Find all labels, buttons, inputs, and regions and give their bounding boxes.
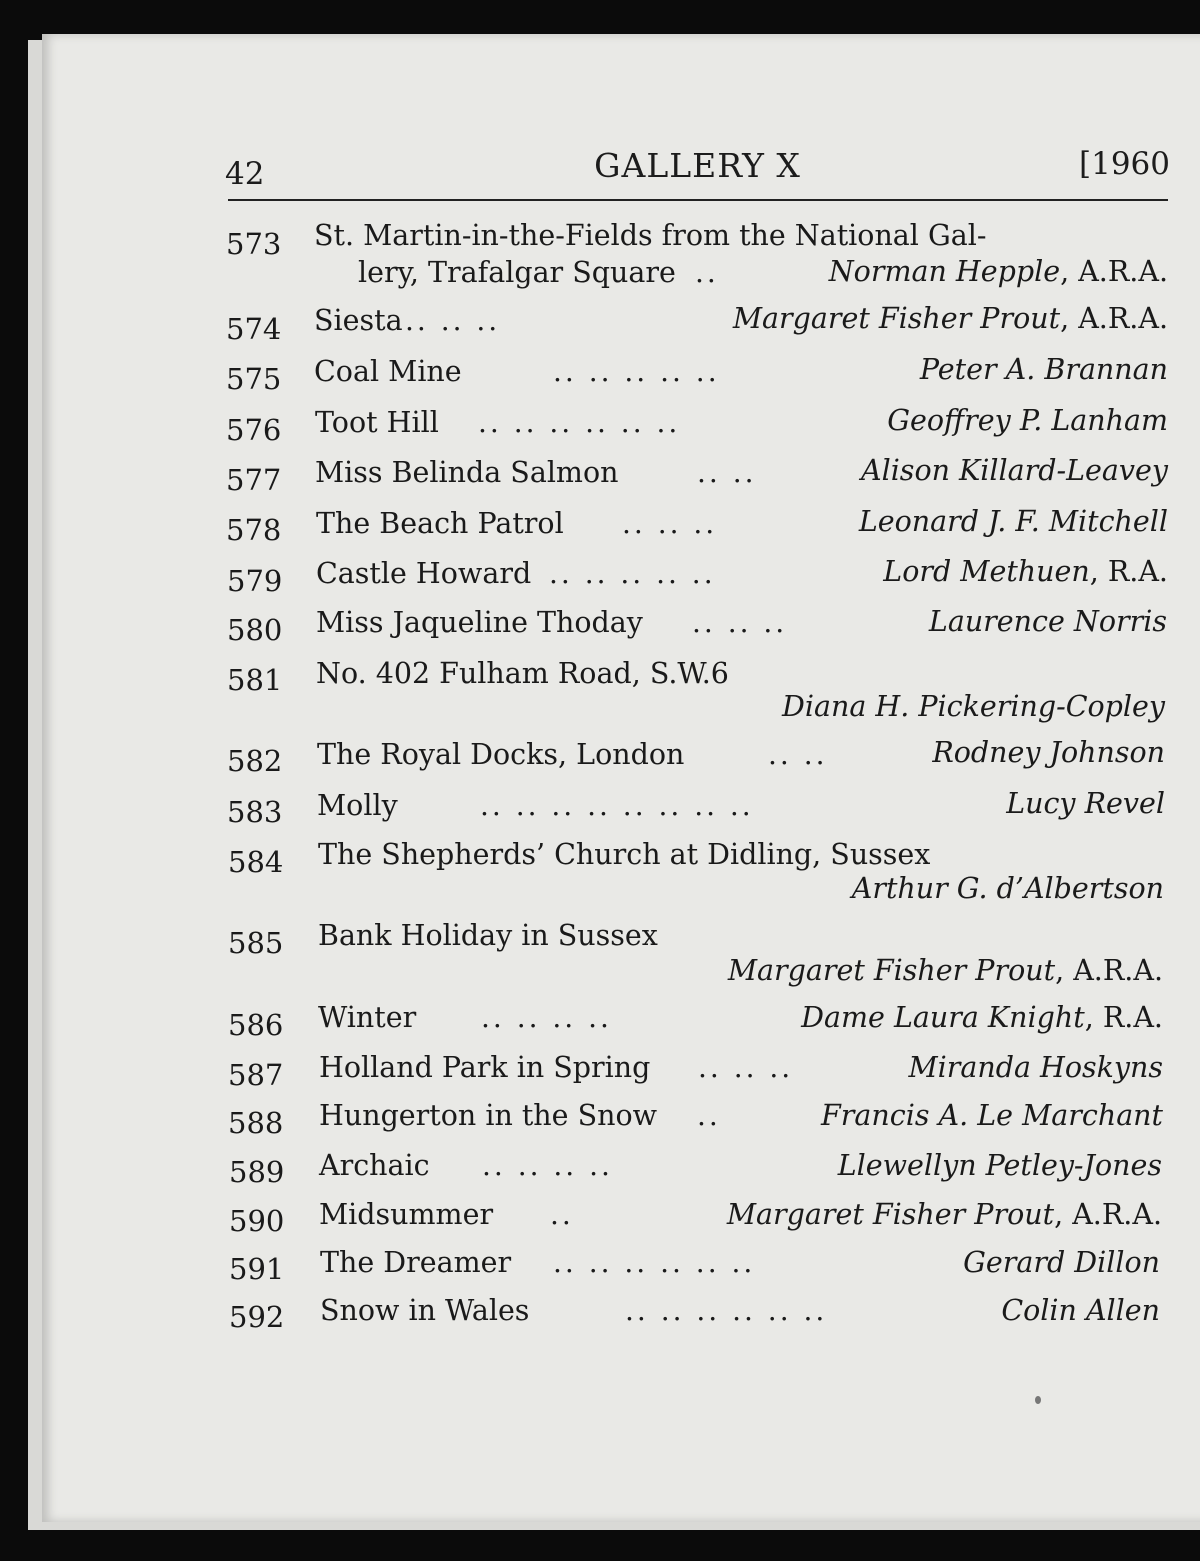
entry-artist	[727, 1198, 1162, 1232]
artist-name: Colin Allen	[1001, 1294, 1160, 1327]
artist-name: Miranda Hoskyns	[908, 1051, 1163, 1084]
entry-title: Midsummer	[319, 1198, 494, 1231]
entry-number: 582	[227, 744, 283, 778]
artist-name: Arthur G. d’Albertson	[851, 872, 1164, 905]
artist-name: Norman Hepple	[828, 255, 1061, 288]
artist-name: Margaret Fisher Prout	[732, 302, 1061, 335]
dot-leader: .. ..	[697, 456, 757, 489]
entry-number: 574	[226, 312, 282, 346]
entry-title: Bank Holiday in Sussex	[318, 919, 658, 952]
entry-title: Miss Belinda Salmon	[315, 456, 619, 489]
artist-name: Alison Killard-Leavey	[861, 454, 1168, 487]
entry-title: Siesta	[314, 304, 403, 337]
entry-number: 586	[228, 1008, 284, 1042]
artist-name: Francis A. Le Marchant	[821, 1099, 1163, 1132]
dot-leader: .. .. ..	[405, 304, 501, 337]
paper-speck	[1035, 1396, 1041, 1404]
entry-title: Hungerton in the Snow	[319, 1099, 658, 1132]
dot-leader: .. .. ..	[622, 507, 718, 540]
entry-number: 584	[228, 845, 284, 879]
entry-artist	[887, 404, 1168, 438]
dot-leader: .. .. .. .. .. ..	[478, 406, 681, 439]
dot-leader: .. .. .. .. .. .. .. ..	[480, 789, 754, 822]
artist-suffix: , R.A.	[1089, 555, 1168, 588]
dot-leader: .. .. ..	[698, 1051, 794, 1084]
dot-leader: .. .. .. .. .. ..	[625, 1294, 828, 1327]
artist-name: Lucy Revel	[1006, 787, 1165, 820]
artist-suffix: , A.R.A.	[1054, 1198, 1162, 1231]
entry-artist	[733, 302, 1168, 336]
entry-title: Holland Park in Spring	[319, 1051, 651, 1084]
dot-leader: .. .. .. ..	[482, 1149, 613, 1182]
dot-leader: .. .. .. ..	[481, 1001, 612, 1034]
dot-leader: .. .. .. .. .. ..	[553, 1246, 756, 1279]
entry-number: 579	[227, 564, 283, 598]
artist-name: Margaret Fisher Prout	[726, 1198, 1055, 1231]
entry-title: Winter	[318, 1001, 417, 1034]
entry-number: 587	[228, 1058, 284, 1092]
entry-title: Snow in Wales	[320, 1294, 530, 1327]
entry-number: 578	[226, 513, 282, 547]
artist-suffix: , A.R.A.	[1060, 255, 1168, 288]
entry-number: 577	[226, 463, 282, 497]
entry-artist	[801, 1001, 1163, 1035]
entry-title: Castle Howard	[316, 557, 532, 590]
artist-name: Rodney Johnson	[932, 736, 1165, 769]
entry-number: 581	[227, 663, 283, 697]
page-number: 42	[225, 156, 265, 192]
entry-number: 590	[229, 1204, 285, 1238]
entry-artist	[963, 1246, 1160, 1280]
artist-name: Leonard J. F. Mitchell	[858, 505, 1168, 538]
entry-number: 576	[226, 413, 282, 447]
entry-artist	[782, 690, 1165, 724]
entry-title: Toot Hill	[315, 406, 439, 439]
entry-artist	[852, 872, 1164, 906]
dot-leader: .. .. ..	[692, 606, 788, 639]
entry-title: Archaic	[319, 1149, 430, 1182]
artist-name: Margaret Fisher Prout	[727, 954, 1056, 987]
dot-leader: .. ..	[768, 738, 828, 771]
artist-suffix: , A.R.A.	[1060, 302, 1168, 335]
artist-name: Geoffrey P. Lanham	[887, 404, 1168, 437]
entry-artist	[859, 505, 1168, 539]
entry-number: 589	[229, 1155, 285, 1189]
entry-number: 588	[228, 1106, 284, 1140]
artist-name: Gerard Dillon	[963, 1246, 1160, 1279]
entry-number: 591	[229, 1252, 285, 1286]
entry-number: 592	[229, 1300, 285, 1334]
entry-artist	[728, 954, 1163, 988]
artist-name: Llewellyn Petley-Jones	[837, 1149, 1162, 1182]
artist-name: Lord Methuen	[883, 555, 1090, 588]
entry-title: Miss Jaqueline Thoday	[316, 606, 643, 639]
dot-leader: .. .. .. .. ..	[549, 557, 716, 590]
year-label: [1960	[1079, 146, 1170, 182]
entry-artist	[838, 1149, 1162, 1183]
entry-number: 583	[227, 795, 283, 829]
entry-title: Molly	[317, 789, 398, 822]
entry-title: Coal Mine	[314, 355, 462, 388]
entry-artist	[821, 1099, 1163, 1133]
entry-number: 573	[226, 227, 282, 261]
entry-artist	[929, 605, 1167, 639]
entry-artist	[883, 555, 1168, 589]
artist-name: Peter A. Brannan	[919, 353, 1168, 386]
entry-title: No. 402 Fulham Road, S.W.6	[316, 657, 729, 690]
entry-title: lery, Trafalgar Square	[358, 256, 676, 289]
dot-leader: .. .. .. .. ..	[553, 355, 720, 388]
entry-title: The Dreamer	[320, 1246, 512, 1279]
dot-leader: ..	[697, 1099, 721, 1132]
entry-number: 575	[226, 362, 282, 396]
entry-number: 580	[227, 613, 283, 647]
entry-artist	[829, 255, 1168, 289]
entry-title: The Beach Patrol	[316, 507, 564, 540]
artist-name: Dame Laura Knight	[801, 1001, 1085, 1034]
entry-title: St. Martin-in-the-Fields from the National Gal-	[314, 219, 987, 252]
entry-artist	[908, 1051, 1163, 1085]
entry-number: 585	[228, 926, 284, 960]
dot-leader: ..	[550, 1198, 574, 1231]
dot-leader: ..	[695, 256, 719, 289]
entry-title: The Royal Docks, London	[317, 738, 685, 771]
section-title: GALLERY X	[594, 146, 801, 185]
artist-suffix: , R.A.	[1084, 1001, 1163, 1034]
artist-suffix: , A.R.A.	[1055, 954, 1163, 987]
artist-name: Laurence Norris	[928, 605, 1167, 638]
entry-title: The Shepherds’ Church at Didling, Sussex	[318, 838, 931, 871]
entry-artist	[920, 353, 1168, 387]
artist-name: Diana H. Pickering-Copley	[782, 690, 1165, 723]
entry-artist	[861, 454, 1168, 488]
entry-artist	[1006, 787, 1165, 821]
entry-artist	[1001, 1294, 1160, 1328]
entry-artist	[932, 736, 1165, 770]
